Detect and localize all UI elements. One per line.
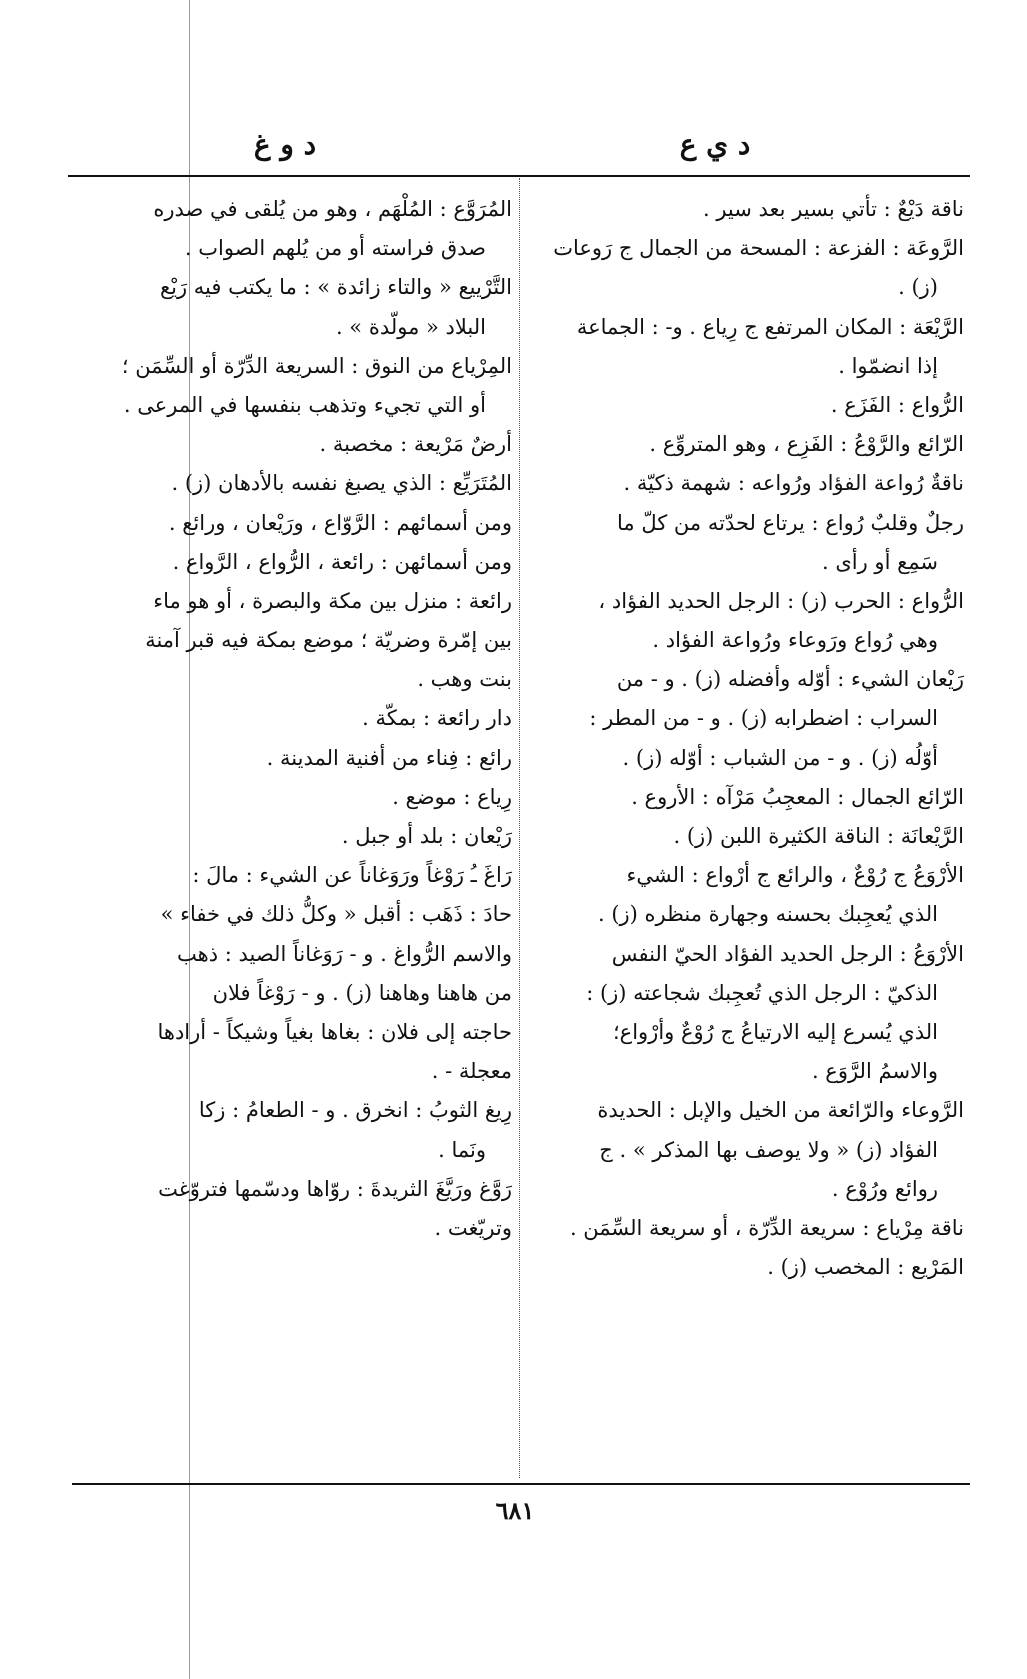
entry-line: وهي رُواع ورَوعاء ورُواعة الفؤاد . [652,628,938,653]
entry-line: الرَّيْعَة : المكان المرتفع ج رِياع . و- : الجماعة [576,314,964,339]
entry-line: حادَ : ذَهَب : أقبل « وكلُّ ذلك في خفاء » [160,902,512,927]
entry-line: بنت وهب . [417,667,512,692]
entry-line: المُرَوَّع : المُلْهَم ، وهو من يُلقى في صدره [153,197,512,221]
entry-line: رائع : فِناء من أفنية المدينة . [266,745,512,770]
entry-line: الذي يُسرع إليه الارتياعُ ج رُوْعٌ وأرْواع؛ [613,1019,938,1044]
entry-line: الأرْوَعُ : الرجل الحديد الفؤاد الحيّ النفس [611,941,964,966]
entry-line: ونَما . [438,1137,486,1162]
column-divider [519,178,521,1478]
entry-line: الرُّواع : الحرب (ز) : الرجل الحديد الفؤاد ، [598,588,964,613]
entry-line: المَرْيع : المخصب (ز) . [767,1255,964,1280]
entry-line: رائعة : منزل بين مكة والبصرة ، أو هو ماء [153,588,512,613]
entry-line: روائع ورُوْع . [831,1176,938,1201]
entry-line: الرّائع والرَّوْعُ : الفَزِع ، وهو المتروِّع . [649,432,964,457]
entry-line: المُتَرَيِّع : الذي يصبغ نفسه بالأدهان (ز) . [171,471,512,496]
entry-line: ناقة مِرْياع : سريعة الدِّرّة ، أو سريعة السِّمَن . [569,1215,964,1240]
entry-line: رَاغَ ـُ رَوْغاً ورَوَغاناً عن الشيء : مالَ : [192,863,512,888]
entry-line: وتريّغت . [434,1215,512,1240]
left-column-root-header: د و غ [253,128,317,161]
entry-line: الرَّوعَة : الفزعة : المسحة من الجمال ج رَوعات [553,236,964,261]
entry-line: رِياع : موضع . [392,784,512,809]
entry-line: أو التي تجيء وتذهب بنفسها في المرعى . [123,392,486,417]
top-rule [68,175,970,177]
entry-line: المِرْياع من النوق : السريعة الدِّرّة أو السِّمَن ؛ [121,353,512,378]
entry-line: الرَّيْعانَة : الناقة الكثيرة اللبن (ز) . [673,824,964,848]
entry-line: الذي يُعجِبك بحسنه وجهارة منظره (ز) . [598,902,938,927]
entry-line: الرَّوعاء والرّائعة من الخيل والإبل : الحديدة [597,1098,964,1123]
entry-line: رِيغ الثوبُ : انخرق . و - الطعامُ : زكا [198,1098,512,1123]
entry-line: رَيْعان : بلد أو جبل . [341,824,512,848]
entry-line: صدق فراسته أو من يُلهم الصواب . [184,236,486,261]
entry-line: رَوَّغ ورَيَّغَ الثريدةَ : روّاها ودسّمها فتروّغت [158,1176,512,1201]
entry-line: التَّرْييع « والتاء زائدة » : ما يكتب فيه رَيْع [159,275,512,300]
entry-line: رَيْعان الشيء : أوّله وأفضله (ز) . و - من [616,667,964,692]
entry-line: الفؤاد (ز) « ولا يوصف بها المذكر » . ج [599,1137,938,1162]
entry-line: الرّائع الجمال : المعجِبُ مَرْآه : الأروع . [631,784,964,809]
entry-line: أوّلُه (ز) . و - من الشباب : أوّله (ز) . [622,745,938,770]
right-column [528,190,964,1287]
bottom-rule [72,1483,970,1485]
entry-line: رجلٌ وقلبٌ رُواع : يرتاع لحدّته من كلّ ما [617,510,964,535]
entry-line: أرضٌ مَرْيعة : مخصبة . [319,432,512,457]
entry-line: والاسمُ الرَّوَع . [811,1059,938,1084]
entry-line: من هاهنا وهاهنا (ز) . و - رَوْغاً فلان [212,980,512,1005]
page-number: ٦٨١ [495,1496,535,1525]
entry-line: البلاد « مولّدة » . [335,314,486,339]
entry-line: حاجته إلى فلان : بغاها بغياً وشيكاً - أرادها [157,1019,512,1044]
entry-line: (ز) . [898,275,938,300]
entry-line: ناقة دَيْعٌ : تأتي بسير بعد سير . [702,197,964,221]
entry-line: الذكيّ : الرجل الذي تُعجِبك شجاعته (ز) : [586,980,938,1005]
entry-line: معجلة - . [431,1059,512,1084]
entry-line: الرُّواع : الفَزَع . [830,392,964,417]
entry-line: السراب : اضطرابه (ز) . و - من المطر : [589,706,938,731]
right-column-root-header: د ي ع [679,128,751,161]
entry-line: والاسم الرُّواغ . و - رَوَغاناً الصيد : ذهب [177,941,512,966]
entry-line: سَمِع أو رأى . [821,549,938,574]
entry-line: بين إمّرة وضريّة ؛ موضع بمكة فيه قبر آمنة [145,628,512,653]
entry-line: إذا انضمّوا . [838,353,938,378]
left-column [72,190,512,1248]
entry-line: ومن أسمائهم : الرَّوّاع ، ورَيْعان ، ورائع . [168,510,512,535]
entry-line: ومن أسمائهن : رائعة ، الرُّواع ، الرَّواع . [172,549,512,574]
entry-line: الأرْوَعُ ج رُوْعٌ ، والرائع ج أرْواع : الشيء [626,863,964,888]
entry-line: دار رائعة : بمكّة . [362,706,512,731]
entry-line: ناقةٌ رُواعة الفؤاد ورُواعه : شهمة ذكيّة . [623,471,964,496]
